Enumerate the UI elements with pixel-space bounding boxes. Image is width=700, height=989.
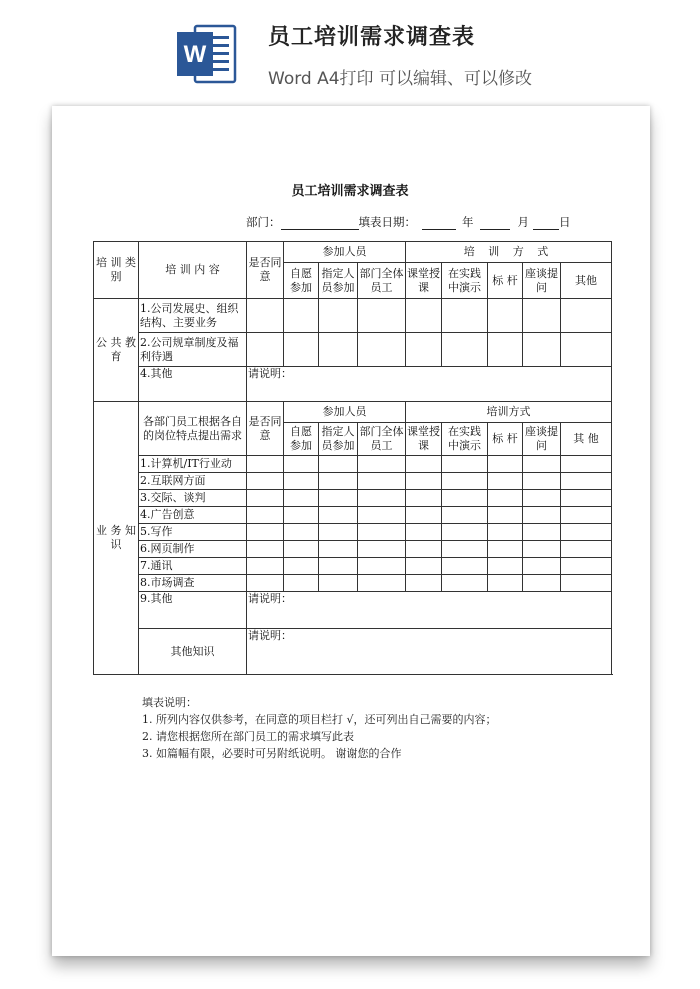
checkbox-cell[interactable] xyxy=(406,473,442,490)
table-row xyxy=(94,333,612,367)
checkbox-cell[interactable] xyxy=(561,490,612,507)
day-label: 日 xyxy=(559,215,571,229)
checkbox-cell[interactable] xyxy=(488,575,523,592)
checkbox-cell[interactable] xyxy=(406,575,442,592)
table-row xyxy=(94,473,612,490)
checkbox-cell[interactable] xyxy=(284,299,319,333)
checkbox-cell[interactable] xyxy=(358,299,406,333)
participants-header-2: 参加人员 xyxy=(284,402,406,423)
fill-instructions xyxy=(142,694,497,762)
checkbox-cell[interactable] xyxy=(488,456,523,473)
checkbox-cell[interactable] xyxy=(358,490,406,507)
checkbox-cell[interactable] xyxy=(561,575,612,592)
notes-line: 2. 请您根据您所在部门员工的需求填写此表 xyxy=(142,730,354,743)
item-label: 4.其他 xyxy=(139,367,247,402)
dept-field[interactable] xyxy=(281,218,359,230)
checkbox-cell[interactable] xyxy=(284,524,319,541)
method-option: 在实践中演示 xyxy=(442,423,488,456)
table-row xyxy=(94,592,612,629)
checkbox-cell[interactable] xyxy=(488,507,523,524)
checkbox-cell[interactable] xyxy=(488,541,523,558)
checkbox-cell[interactable] xyxy=(247,575,284,592)
checkbox-cell[interactable] xyxy=(406,558,442,575)
method-option: 课堂授课 xyxy=(406,263,442,299)
checkbox-cell[interactable] xyxy=(488,490,523,507)
participant-option: 自愿参加 xyxy=(284,263,319,299)
public-category: 公 共 教 育 xyxy=(94,299,139,402)
checkbox-cell[interactable] xyxy=(319,473,358,490)
checkbox-cell[interactable] xyxy=(442,490,488,507)
method-header-2: 培训方式 xyxy=(406,402,612,423)
year-label: 年 xyxy=(462,215,474,229)
date-label: 填表日期： xyxy=(358,215,416,229)
method-option: 课堂授课 xyxy=(406,423,442,456)
table-row xyxy=(94,558,612,575)
checkbox-cell[interactable] xyxy=(406,333,442,367)
agree-header: 是否同意 xyxy=(247,242,284,299)
checkbox-cell[interactable] xyxy=(523,456,561,473)
participants-header: 参加人员 xyxy=(284,242,406,263)
dept-label: 部门： xyxy=(246,215,281,229)
checkbox-cell[interactable] xyxy=(523,473,561,490)
participant-option: 自愿参加 xyxy=(284,423,319,456)
checkbox-cell[interactable] xyxy=(358,524,406,541)
content-header-2: 各部门员工根据各自的岗位特点提出需求 xyxy=(139,402,247,456)
checkbox-cell[interactable] xyxy=(406,524,442,541)
participant-option: 指定人员参加 xyxy=(319,263,358,299)
explain-cell[interactable]: 请说明： xyxy=(247,592,612,629)
document-title: 员工培训需求调查表 xyxy=(291,184,409,199)
checkbox-cell[interactable] xyxy=(523,507,561,524)
item-label: 1.计算机/IT行业动 xyxy=(139,456,247,473)
checkbox-cell[interactable] xyxy=(442,558,488,575)
checkbox-cell[interactable] xyxy=(247,473,284,490)
checkbox-cell[interactable] xyxy=(442,524,488,541)
item-label: 4.广告创意 xyxy=(139,507,247,524)
content-header: 培 训 内 容 xyxy=(139,242,247,299)
checkbox-cell[interactable] xyxy=(442,473,488,490)
checkbox-cell[interactable] xyxy=(523,575,561,592)
day-field[interactable] xyxy=(533,218,559,230)
checkbox-cell[interactable] xyxy=(358,333,406,367)
checkbox-cell[interactable] xyxy=(247,541,284,558)
explain-cell[interactable]: 请说明： xyxy=(247,367,612,402)
item-label: 2.公司规章制度及福利待遇 xyxy=(139,333,247,367)
checkbox-cell[interactable] xyxy=(523,490,561,507)
checkbox-cell[interactable] xyxy=(488,333,523,367)
checkbox-cell[interactable] xyxy=(358,558,406,575)
promo-title: 员工培训需求调查表 xyxy=(268,25,476,50)
participant-option: 部门全体员工 xyxy=(358,423,406,456)
checkbox-cell[interactable] xyxy=(523,333,561,367)
checkbox-cell[interactable] xyxy=(247,299,284,333)
checkbox-cell[interactable] xyxy=(442,456,488,473)
checkbox-cell[interactable] xyxy=(358,507,406,524)
checkbox-cell[interactable] xyxy=(561,456,612,473)
checkbox-cell[interactable] xyxy=(523,524,561,541)
checkbox-cell[interactable] xyxy=(247,524,284,541)
table-row xyxy=(94,575,612,592)
checkbox-cell[interactable] xyxy=(319,558,358,575)
checkbox-cell[interactable] xyxy=(561,299,612,333)
method-option: 其他 xyxy=(561,263,612,299)
checkbox-cell[interactable] xyxy=(442,575,488,592)
checkbox-cell[interactable] xyxy=(284,575,319,592)
promo-header xyxy=(0,0,700,100)
item-label: 3.交际、谈判 xyxy=(139,490,247,507)
checkbox-cell[interactable] xyxy=(488,473,523,490)
checkbox-cell[interactable] xyxy=(561,524,612,541)
notes-line: 3. 如篇幅有限，必要时可另附纸说明。 谢谢您的合作 xyxy=(142,747,402,760)
training-survey-table xyxy=(93,241,612,675)
checkbox-cell[interactable] xyxy=(319,524,358,541)
checkbox-cell[interactable] xyxy=(358,541,406,558)
item-label: 6.网页制作 xyxy=(139,541,247,558)
checkbox-cell[interactable] xyxy=(406,456,442,473)
item-label: 5.写作 xyxy=(139,524,247,541)
checkbox-cell[interactable] xyxy=(319,541,358,558)
checkbox-cell[interactable] xyxy=(488,299,523,333)
participant-option: 部门全体员工 xyxy=(358,263,406,299)
checkbox-cell[interactable] xyxy=(523,558,561,575)
method-option: 标 杆 xyxy=(488,263,523,299)
checkbox-cell[interactable] xyxy=(319,490,358,507)
checkbox-cell[interactable] xyxy=(284,507,319,524)
checkbox-cell[interactable] xyxy=(358,575,406,592)
checkbox-cell[interactable] xyxy=(284,473,319,490)
participant-option: 指定人员参加 xyxy=(319,423,358,456)
table-row xyxy=(94,524,612,541)
checkbox-cell[interactable] xyxy=(319,456,358,473)
checkbox-cell[interactable] xyxy=(561,558,612,575)
checkbox-cell[interactable] xyxy=(319,507,358,524)
checkbox-cell[interactable] xyxy=(247,456,284,473)
checkbox-cell[interactable] xyxy=(319,299,358,333)
checkbox-cell[interactable] xyxy=(442,507,488,524)
checkbox-cell[interactable] xyxy=(284,541,319,558)
checkbox-cell[interactable] xyxy=(561,333,612,367)
table-row xyxy=(94,299,612,333)
checkbox-cell[interactable] xyxy=(247,490,284,507)
checkbox-cell[interactable] xyxy=(561,541,612,558)
month-field[interactable] xyxy=(480,218,510,230)
year-field[interactable] xyxy=(422,218,456,230)
agree-header-2: 是否同意 xyxy=(247,402,284,456)
checkbox-cell[interactable] xyxy=(284,456,319,473)
table-row xyxy=(94,456,612,473)
checkbox-cell[interactable] xyxy=(319,333,358,367)
explain-cell[interactable]: 请说明： xyxy=(247,629,612,675)
checkbox-cell[interactable] xyxy=(406,299,442,333)
checkbox-cell[interactable] xyxy=(561,507,612,524)
word-icon-letter: W xyxy=(183,41,207,68)
checkbox-cell[interactable] xyxy=(247,558,284,575)
checkbox-cell[interactable] xyxy=(488,558,523,575)
checkbox-cell[interactable] xyxy=(406,490,442,507)
checkbox-cell[interactable] xyxy=(488,524,523,541)
other-category: 其他知识 xyxy=(139,629,247,675)
checkbox-cell[interactable] xyxy=(442,299,488,333)
checkbox-cell[interactable] xyxy=(523,541,561,558)
checkbox-cell[interactable] xyxy=(319,575,358,592)
month-label: 月 xyxy=(517,215,529,229)
method-option: 座谈提问 xyxy=(523,423,561,456)
notes-heading: 填表说明： xyxy=(142,696,197,709)
checkbox-cell[interactable] xyxy=(284,490,319,507)
method-option: 在实践中演示 xyxy=(442,263,488,299)
item-label: 2.互联网方面 xyxy=(139,473,247,490)
checkbox-cell[interactable] xyxy=(284,333,319,367)
table-row xyxy=(94,541,612,558)
checkbox-cell[interactable] xyxy=(284,558,319,575)
checkbox-cell[interactable] xyxy=(406,541,442,558)
item-label: 8.市场调查 xyxy=(139,575,247,592)
word-document-icon xyxy=(175,20,239,88)
table-row xyxy=(94,367,612,402)
checkbox-cell[interactable] xyxy=(247,333,284,367)
promo-subtitle: Word A4打印 可以编辑、可以修改 xyxy=(268,69,532,89)
header-row-1 xyxy=(94,242,612,263)
table-row xyxy=(94,490,612,507)
method-header: 培 训 方 式 xyxy=(406,242,612,263)
business-category: 业 务 知 识 xyxy=(94,402,139,675)
category-header: 培 训 类 别 xyxy=(94,242,139,299)
form-meta-line xyxy=(246,214,571,230)
method-option: 其 他 xyxy=(561,423,612,456)
checkbox-cell[interactable] xyxy=(523,299,561,333)
method-option: 标 杆 xyxy=(488,423,523,456)
checkbox-cell[interactable] xyxy=(247,507,284,524)
notes-line: 1. 所列内容仅供参考，在同意的项目栏打 √，还可列出自己需要的内容； xyxy=(142,713,497,726)
table-row xyxy=(94,629,612,675)
method-option: 座谈提问 xyxy=(523,263,561,299)
item-label: 9.其他 xyxy=(139,592,247,629)
item-label: 7.通讯 xyxy=(139,558,247,575)
item-label: 1.公司发展史、组织结构、主要业务 xyxy=(139,299,247,333)
checkbox-cell[interactable] xyxy=(358,473,406,490)
table-row xyxy=(94,507,612,524)
checkbox-cell[interactable] xyxy=(442,333,488,367)
header-row-3 xyxy=(94,402,612,423)
checkbox-cell[interactable] xyxy=(358,456,406,473)
checkbox-cell[interactable] xyxy=(442,541,488,558)
checkbox-cell[interactable] xyxy=(561,473,612,490)
checkbox-cell[interactable] xyxy=(406,507,442,524)
